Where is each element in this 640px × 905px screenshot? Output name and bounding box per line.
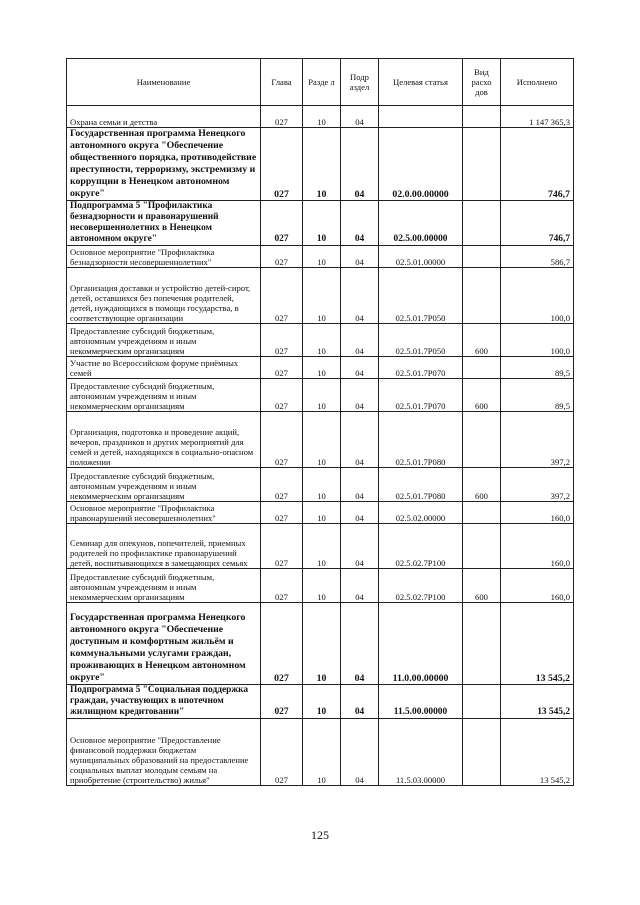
page-number: 125 [311,828,329,842]
row-section: 10 [303,685,341,719]
row-executed: 13 545,2 [501,685,574,719]
row-name: Предоставление субсидий бюджетным, автономным учреждениям и иным некоммерческим организациям [67,379,261,412]
row-executed: 397,2 [501,412,574,468]
budget-execution-table [66,58,574,786]
row-target-article: 11.5.03.00000 [379,719,463,786]
row-name: Основное мероприятие "Профилактика правонарушений несовершеннолетних" [67,502,261,524]
row-name: Организация, подготовка и проведение акций, вечеров, праздников и других мероприятий для семей и детей, находящихся в социально-опасном положении [67,412,261,468]
header-expense-type: Вид расхо дов [463,59,501,106]
header-executed: Исполнено [501,59,574,106]
row-chapter: 027 [261,412,303,468]
row-subsection: 04 [341,524,379,569]
table-row [67,268,574,324]
row-section: 10 [303,357,341,379]
row-subsection: 04 [341,719,379,786]
row-subsection: 04 [341,324,379,357]
row-section: 10 [303,412,341,468]
row-executed: 397,2 [501,468,574,502]
row-target-article: 02.5.01.7P070 [379,357,463,379]
row-expense-type [463,412,501,468]
row-subsection: 04 [341,468,379,502]
row-chapter: 027 [261,468,303,502]
row-executed: 1 147 365,3 [501,106,574,128]
row-name: Основное мероприятие "Предоставление финансовой поддержки бюджетам муниципальных образований на предоставление социальных выплат молодым семьям на приобретение (строительство) жилья" [67,719,261,786]
row-chapter: 027 [261,128,303,201]
row-chapter: 027 [261,685,303,719]
row-expense-type [463,603,501,685]
row-section: 10 [303,524,341,569]
row-target-article: 02.5.01.7P080 [379,468,463,502]
row-target-article: 11.0.00.00000 [379,603,463,685]
row-chapter: 027 [261,246,303,268]
table-row [67,719,574,786]
row-expense-type: 600 [463,379,501,412]
row-chapter: 027 [261,268,303,324]
row-executed: 13 545,2 [501,603,574,685]
row-expense-type [463,106,501,128]
table-row [67,502,574,524]
row-expense-type [463,268,501,324]
table-row [67,468,574,502]
row-chapter: 027 [261,357,303,379]
table-row [67,379,574,412]
row-executed: 89,5 [501,379,574,412]
row-chapter: 027 [261,379,303,412]
row-subsection: 04 [341,603,379,685]
row-expense-type [463,524,501,569]
row-name: Государственная программа Ненецкого автономного округа "Обеспечение общественного порядка, противодействие преступности, терроризму, экстремизму и коррупции в Ненецком автономном округе" [67,128,261,201]
row-executed: 160,0 [501,502,574,524]
row-expense-type [463,201,501,246]
row-name: Семинар для опекунов, попечителей, приемных родителей по профилактике правонарушений детей, воспитывающихся в замещающих семьях [67,524,261,569]
row-name: Предоставление субсидий бюджетным, автономным учреждениям и иным некоммерческим организациям [67,468,261,502]
row-name: Подпрограмма 5 "Социальная поддержка граждан, участвующих в ипотечном жилищном кредитовании" [67,685,261,719]
table-row [67,685,574,719]
table-row [67,246,574,268]
row-expense-type: 600 [463,468,501,502]
row-section: 10 [303,106,341,128]
row-section: 10 [303,468,341,502]
table-row [67,569,574,603]
row-expense-type [463,246,501,268]
table-row [67,324,574,357]
row-target-article: 02.5.02.00000 [379,502,463,524]
row-subsection: 04 [341,201,379,246]
header-section: Разде л [303,59,341,106]
row-target-article: 02.5.02.7P100 [379,524,463,569]
row-section: 10 [303,324,341,357]
row-section: 10 [303,201,341,246]
row-section: 10 [303,569,341,603]
row-subsection: 04 [341,685,379,719]
row-subsection: 04 [341,569,379,603]
row-name: Участие во Всероссийском форуме приёмных семей [67,357,261,379]
header-target-article: Целевая статья [379,59,463,106]
row-subsection: 04 [341,412,379,468]
row-target-article: 02.5.00.00000 [379,201,463,246]
row-section: 10 [303,246,341,268]
budget-table-container [66,58,573,786]
row-target-article: 02.5.01.7P070 [379,379,463,412]
row-executed: 89,5 [501,357,574,379]
row-executed: 586,7 [501,246,574,268]
table-row [67,603,574,685]
table-header-row [67,59,574,106]
header-name: Наименование [67,59,261,106]
header-chapter: Глава [261,59,303,106]
row-target-article: 02.5.01.7P050 [379,268,463,324]
table-row [67,524,574,569]
row-expense-type [463,357,501,379]
row-chapter: 027 [261,324,303,357]
row-executed: 160,0 [501,569,574,603]
row-executed: 100,0 [501,268,574,324]
row-executed: 746,7 [501,128,574,201]
row-section: 10 [303,603,341,685]
row-subsection: 04 [341,128,379,201]
row-name: Государственная программа Ненецкого автономного округа "Обеспечение доступным и комфортным жильём и коммунальными услугами граждан, проживающих в Ненецком автономном округе" [67,603,261,685]
row-executed: 13 545,2 [501,719,574,786]
row-chapter: 027 [261,201,303,246]
table-row [67,106,574,128]
row-subsection: 04 [341,106,379,128]
row-expense-type [463,719,501,786]
row-target-article: 02.5.01.7P050 [379,324,463,357]
row-expense-type: 600 [463,569,501,603]
row-section: 10 [303,268,341,324]
row-chapter: 027 [261,569,303,603]
row-subsection: 04 [341,502,379,524]
row-target-article: 02.5.01.7P080 [379,412,463,468]
row-chapter: 027 [261,603,303,685]
table-row [67,128,574,201]
row-section: 10 [303,128,341,201]
row-section: 10 [303,719,341,786]
row-subsection: 04 [341,379,379,412]
row-name: Предоставление субсидий бюджетным, автономным учреждениям и иным некоммерческим организациям [67,569,261,603]
row-chapter: 027 [261,719,303,786]
row-chapter: 027 [261,106,303,128]
row-subsection: 04 [341,268,379,324]
row-executed: 160,0 [501,524,574,569]
table-row [67,201,574,246]
row-target-article: 02.5.02.7P100 [379,569,463,603]
row-target-article: 11.5.00.00000 [379,685,463,719]
row-executed: 746,7 [501,201,574,246]
row-target-article: 02.5.01.00000 [379,246,463,268]
table-body [67,106,574,786]
row-expense-type [463,685,501,719]
row-expense-type [463,502,501,524]
row-target-article: 02.0.00.00000 [379,128,463,201]
table-row [67,357,574,379]
row-expense-type [463,128,501,201]
row-section: 10 [303,502,341,524]
row-name: Подпрограмма 5 "Профилактика безнадзорности и правонарушений несовершеннолетних в Ненецком автономном округе" [67,201,261,246]
row-section: 10 [303,379,341,412]
row-name: Основное мероприятие "Профилактика безнадзорности несовершеннолетних" [67,246,261,268]
row-name: Предоставление субсидий бюджетным, автономным учреждениям и иным некоммерческим организациям [67,324,261,357]
row-name: Организация доставки и устройство детей-сирот, детей, оставшихся без попечения родителей, детей, нуждающихся в помощи государства, в соответствующие организации [67,268,261,324]
row-subsection: 04 [341,357,379,379]
row-chapter: 027 [261,524,303,569]
row-target-article [379,106,463,128]
table-row [67,412,574,468]
header-subsection: Подр аздел [341,59,379,106]
row-expense-type: 600 [463,324,501,357]
row-chapter: 027 [261,502,303,524]
row-subsection: 04 [341,246,379,268]
row-executed: 100,0 [501,324,574,357]
row-name: Охрана семьи и детства [67,106,261,128]
